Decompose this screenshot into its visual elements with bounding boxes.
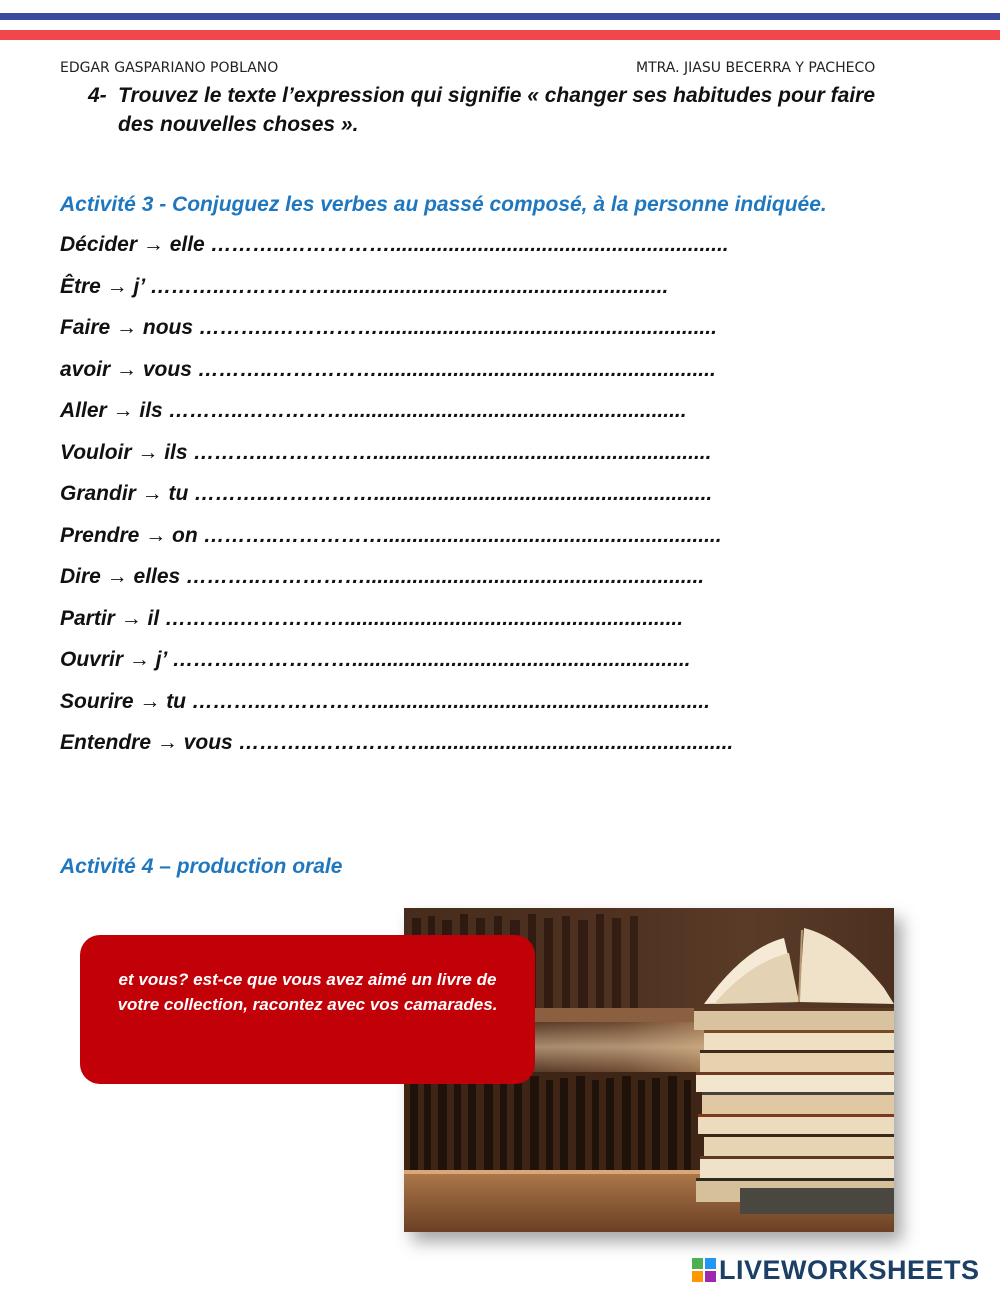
conjugation-item-sourire[interactable]: Sourire → tu ………..…………….......................................................... <box>60 689 710 713</box>
header-stripe-white <box>0 20 1000 30</box>
header-stripe-red <box>0 30 1000 40</box>
liveworksheets-logo-icon <box>692 1258 716 1282</box>
conjugation-list <box>60 233 733 773</box>
liveworksheets-logo[interactable] <box>692 1256 980 1284</box>
student-name: EDGAR GASPARIANO POBLANO <box>60 60 279 76</box>
conjugation-item-avoir[interactable]: avoir → vous ………..…………….......................................................... <box>60 357 716 381</box>
conjugation-item-faire[interactable]: Faire → nous ………..…………….......................................................... <box>60 316 717 339</box>
liveworksheets-logo-text: LIVEWORKSHEETS <box>719 1254 980 1285</box>
conjugation-item-partir[interactable]: Partir → il ………..…………….......................................................... <box>60 606 684 630</box>
question-number: 4- <box>88 84 107 107</box>
conjugation-item-aller[interactable]: Aller → ils ………..…………….......................................................... <box>60 399 687 422</box>
conjugation-item-decider[interactable]: Décider → elle ………..…………….......................................................... <box>60 233 729 256</box>
conjugation-item-etre[interactable]: Être → j’ ………..…………….......................................................... <box>60 274 669 298</box>
conjugation-item-entendre[interactable]: Entendre → vous ………..……………...................................................... <box>60 731 734 754</box>
conjugation-item-grandir[interactable]: Grandir → tu ………..…………….......................................................... <box>60 482 713 505</box>
conjugation-item-vouloir[interactable]: Vouloir → ils ………..…………….......................................................... <box>60 440 712 464</box>
question-text: Trouvez le texte l’expression qui signifie « changer ses habitudes pour faire des nouvelles choses ». <box>118 84 876 136</box>
conjugation-item-dire[interactable]: Dire → elles ………..…………….......................................................... <box>60 565 705 588</box>
teacher-name: MTRA. JIASU BECERRA Y PACHECO <box>636 60 876 76</box>
activity-4-title: Activité 4 – production orale <box>60 855 343 878</box>
activity-3-title: Activité 3 - Conjuguez les verbes au passé composé, à la personne indiquée. <box>60 193 827 216</box>
question-4 <box>88 81 908 139</box>
conjugation-item-prendre[interactable]: Prendre → on ………..…………….......................................................... <box>60 523 722 547</box>
conjugation-item-ouvrir[interactable]: Ouvrir → j’ ………..…………….......................................................... <box>60 648 691 671</box>
oral-production-prompt: et vous? est-ce que vous avez aimé un livre de votre collection, racontez avec vos camarades. <box>80 935 535 1084</box>
header-stripe-blue <box>0 13 1000 20</box>
